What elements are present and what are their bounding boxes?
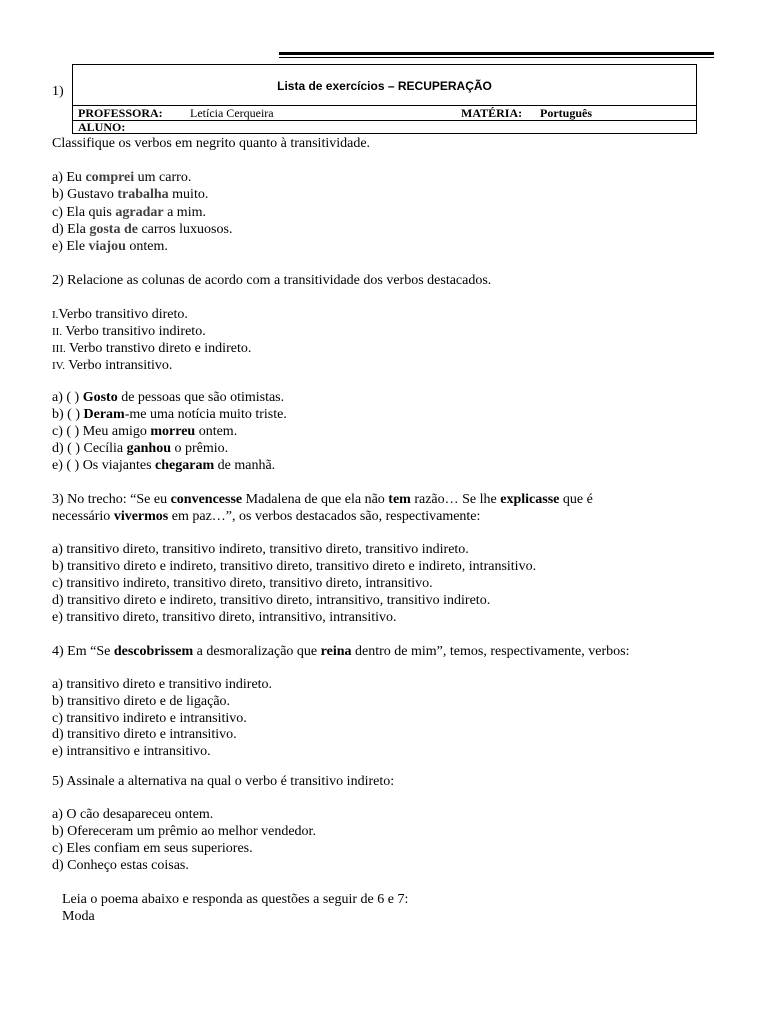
worksheet-title: Lista de exercícios – RECUPERAÇÃO (277, 79, 492, 93)
q2-prompt: 2) Relacione as colunas de acordo com a transitividade dos verbos destacados. (52, 273, 492, 288)
q1-item-b: b) Gustavo trabalha muito. (52, 187, 209, 202)
professor-name: Letícia Cerqueira (190, 106, 274, 120)
q2-item-e: e) ( ) Os viajantes chegaram de manhã. (52, 458, 276, 473)
q2-column-4: IV. Verbo intransitivo. (52, 358, 173, 373)
q1-item-c: c) Ela quis agradar a mim. (52, 205, 206, 220)
q2-item-d: d) ( ) Cecília ganhou o prêmio. (52, 441, 229, 456)
q5-option-a: a) O cão desapareceu ontem. (52, 807, 214, 822)
q1-item-d: d) Ela gosta de carros luxuosos. (52, 222, 233, 237)
header-divider (73, 105, 696, 106)
q1-item-a: a) Eu comprei um carro. (52, 170, 192, 185)
q1-prompt: Classifique os verbos em negrito quanto à transitividade. (52, 136, 371, 151)
student-label: ALUNO: (78, 120, 126, 134)
q3-option-d: d) transitivo direto e indireto, transitivo direto, intransitivo, transitivo indireto. (52, 593, 491, 608)
question-1-number: 1) (52, 84, 64, 99)
q4-option-d: d) transitivo direto e intransitivo. (52, 727, 237, 742)
header-double-rule-thick (279, 52, 714, 55)
worksheet-header (72, 64, 697, 134)
q4-option-e: e) intransitivo e intransitivo. (52, 744, 211, 759)
q5-option-b: b) Ofereceram um prêmio ao melhor vendedor. (52, 824, 316, 839)
q2-item-a: a) ( ) Gosto de pessoas que são otimistas. (52, 390, 285, 405)
q3-option-b: b) transitivo direto e indireto, transitivo direto, transitivo direto e indireto, intransitivo. (52, 559, 537, 574)
q5-prompt: 5) Assinale a alternativa na qual o verbo é transitivo indireto: (52, 774, 395, 789)
q4-prompt: 4) Em “Se descobrissem a desmoralização que reina dentro de mim”, temos, respectivamente, verbos: (52, 644, 630, 659)
q4-option-a: a) transitivo direto e transitivo indireto. (52, 677, 273, 692)
professor-label: PROFESSORA: (78, 106, 163, 120)
poem-instructions: Leia o poema abaixo e responda as questões a seguir de 6 e 7: (62, 892, 409, 907)
q3-prompt-line-2: necessário vivermos em paz…”, os verbos destacados são, respectivamente: (52, 509, 481, 524)
q3-prompt-line-1: 3) No trecho: “Se eu convencesse Madalena de que ela não tem razão… Se lhe explicasse que é (52, 492, 593, 507)
q3-option-c: c) transitivo indireto, transitivo direto, transitivo direto, intransitivo. (52, 576, 433, 591)
q3-option-a: a) transitivo direto, transitivo indireto, transitivo direto, transitivo indireto. (52, 542, 469, 557)
subject-label: MATÉRIA: (461, 106, 523, 120)
q5-option-c: c) Eles confiam em seus superiores. (52, 841, 253, 856)
subject-value: Português (540, 106, 592, 120)
header-double-rule-thin (279, 57, 714, 58)
q1-item-e: e) Ele viajou ontem. (52, 239, 168, 254)
q2-column-1: I.Verbo transitivo direto. (52, 307, 188, 322)
q5-option-d: d) Conheço estas coisas. (52, 858, 189, 873)
q4-option-c: c) transitivo indireto e intransitivo. (52, 711, 247, 726)
q2-item-b: b) ( ) Deram-me uma notícia muito triste. (52, 407, 287, 422)
poem-title: Moda (62, 909, 95, 924)
q4-option-b: b) transitivo direto e de ligação. (52, 694, 231, 709)
q3-option-e: e) transitivo direto, transitivo direto, intransitivo, intransitivo. (52, 610, 397, 625)
q2-item-c: c) ( ) Meu amigo morreu ontem. (52, 424, 238, 439)
q2-column-2: II. Verbo transitivo indireto. (52, 324, 206, 339)
q2-column-3: III. Verbo transtivo direto e indireto. (52, 341, 252, 356)
header-divider-2 (73, 120, 696, 121)
